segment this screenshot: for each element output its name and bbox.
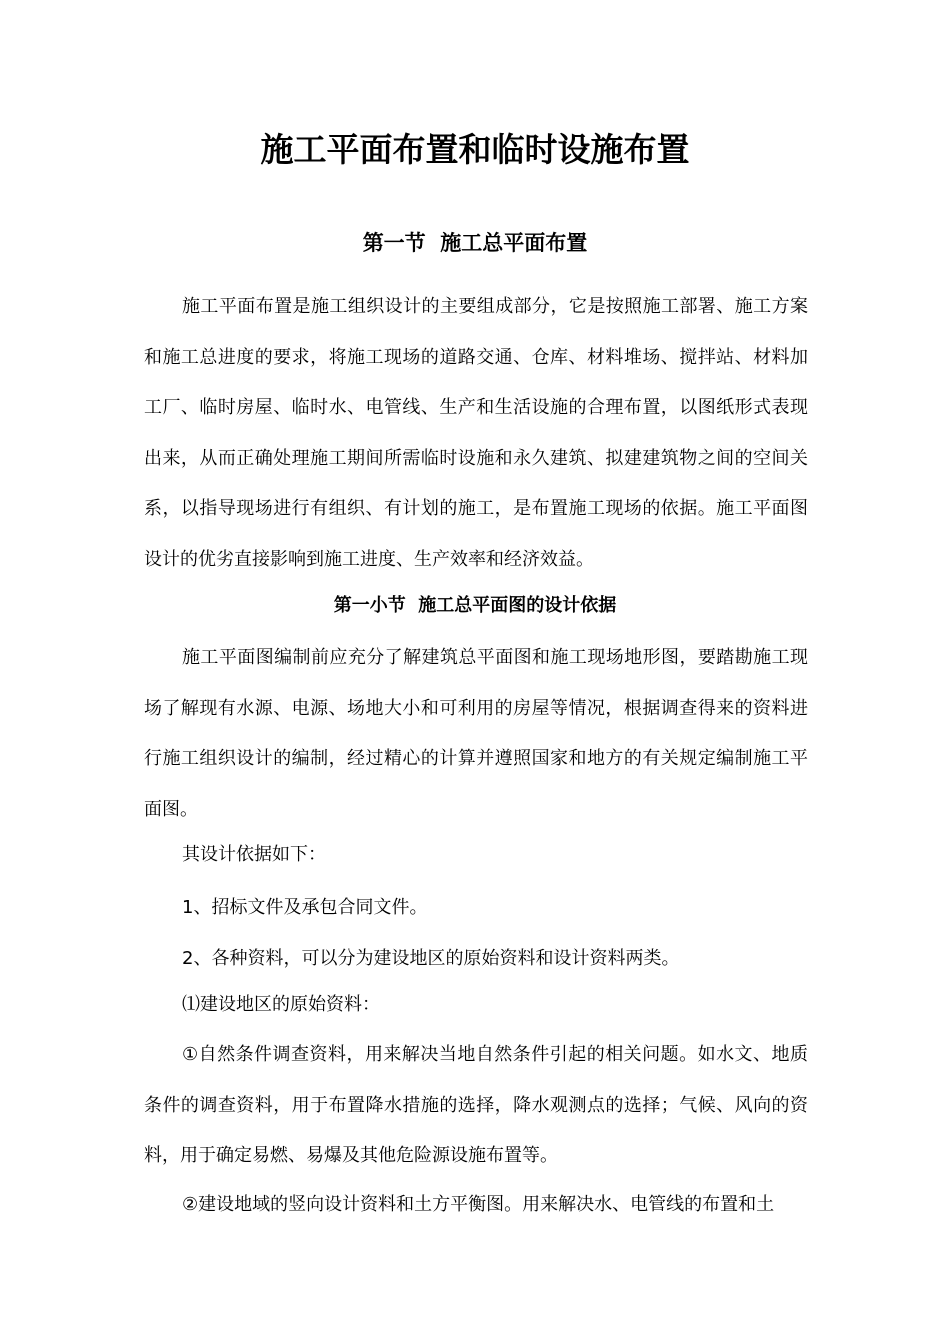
paragraph-intro: 施工平面布置是施工组织设计的主要组成部分，它是按照施工部署、施工方案和施工总进度的要求，将施工现场的道路交通、仓库、材料堆场、搅拌站、材料加工厂、临时房屋、临时水、电管线、生产和生活设施的合理布置，以图纸形式表现出来，从而正确处理施工期间所需临时设施和永久建筑、拟建建筑物之间的空间关系，以指导现场进行有组织、有计划的施工，是布置施工现场的依据。施工平面图设计的优劣直接影响到施工进度、生产效率和经济效益。 bbox=[144, 296, 808, 570]
list-item-sub-1: ⑴建设地区的原始资料： bbox=[182, 994, 380, 1015]
document-title: 施工平面布置和临时设施布置 bbox=[260, 130, 690, 169]
paragraph-basis-intro: 其设计依据如下： bbox=[182, 844, 326, 865]
list-item-natural-conditions: ①自然条件调查资料，用来解决当地自然条件引起的相关问题。如水文、地质条件的调查资料，用于布置降水措施的选择，降水观测点的选择；气候、风向的资料，用于确定易燃、易爆及其他危险源设施布置等。 bbox=[144, 1044, 808, 1166]
section-heading: 第一节 施工总平面布置 bbox=[362, 231, 588, 255]
list-item-1: 1、招标文件及承包合同文件。 bbox=[182, 897, 428, 918]
list-item-vertical-design: ②建设地域的竖向设计资料和土方平衡图。用来解决水、电管线的布置和土 bbox=[182, 1194, 775, 1215]
list-item-2: 2、各种资料，可以分为建设地区的原始资料和设计资料两类。 bbox=[182, 948, 680, 969]
paragraph-preparation: 施工平面图编制前应充分了解建筑总平面图和施工现场地形图，要踏勘施工现场了解现有水源、电源、场地大小和可利用的房屋等情况，根据调查得来的资料进行施工组织设计的编制，经过精心的计算并遵照国家和地方的有关规定编制施工平面图。 bbox=[144, 647, 808, 820]
subsection-heading: 第一小节 施工总平面图的设计依据 bbox=[333, 595, 617, 616]
